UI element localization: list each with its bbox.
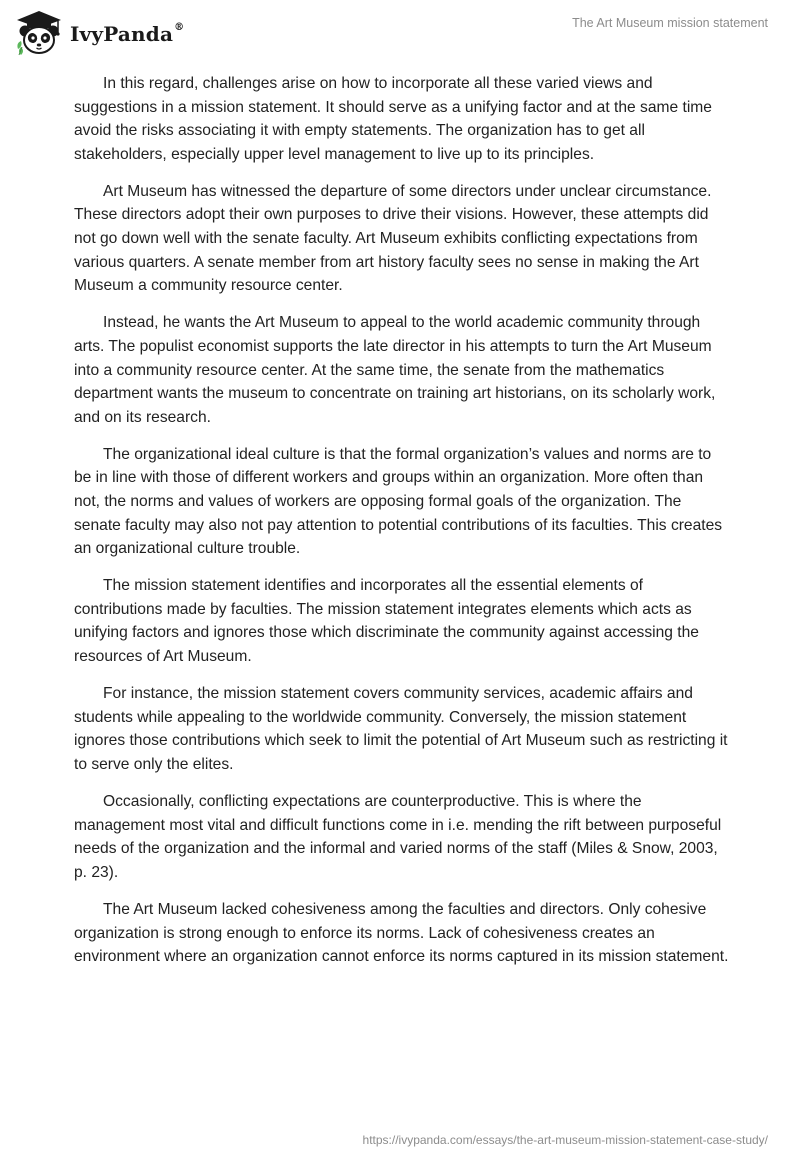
paragraph: The mission statement identifies and incorporates all the essential elements of contributions made by faculties. The mission statement integrates elements which acts as unifying factors and ignores those which discriminate the community against accessing the resources of Art Museum. bbox=[74, 577, 699, 666]
source-url[interactable]: https://ivypanda.com/essays/the-art-museum-mission-statement-case-study/ bbox=[362, 1133, 768, 1147]
paragraph: For instance, the mission statement covers community services, academic affairs and students while appealing to the worldwide community. Conversely, the mission statement ignores those contributions which seek to limit the potential of Art Museum such as restricting it to serve only the elites. bbox=[74, 685, 728, 773]
paragraph: In this regard, challenges arise on how to incorporate all these varied views and suggestions in a mission statement. It should serve as a unifying factor and at the same time avoid the risks associating it with empty statements. The organization has to get all stakeholders, especially upper level management to live up to its principles. bbox=[74, 75, 712, 163]
essay-body bbox=[74, 72, 729, 982]
ivypanda-logo[interactable] bbox=[14, 9, 184, 57]
paragraph: Instead, he wants the Art Museum to appeal to the world academic community through arts. The populist economist supports the late director in his attempts to turn the Art Museum into a community resource center. At the same time, the senate from the mathematics department wants the museum to concentrate on training art historians, on its scholarly work, and on its research. bbox=[74, 314, 716, 426]
paragraph: The organizational ideal culture is that the formal organization’s values and norms are to be in line with those of different workers and groups within an organization. More often than not, the norms and values of workers are opposing formal goals of the organization. The senate faculty may also not pay attention to potential contributions of its faculties. This creates an organizational culture trouble. bbox=[74, 445, 723, 558]
page-header bbox=[0, 0, 800, 64]
panda-graduate-icon bbox=[14, 9, 64, 57]
registered-mark: ® bbox=[174, 22, 185, 34]
paragraph: Art Museum has witnessed the departure of some directors under unclear circumstance. These directors adopt their own purposes to drive their visions. However, these attempts did not go down well with the senate faculty. Art Museum exhibits conflicting expectations from various quarters. A senate member from art history faculty sees no sense in making the Art Museum a community resource center. bbox=[74, 182, 712, 295]
brand-name: IvyPanda® bbox=[70, 22, 185, 46]
paragraph: The Art Museum lacked cohesiveness among the faculties and directors. Only cohesive organization is strong enough to enforce its norms. Lack of cohesiveness creates an environment where an organization cannot enforce its norms captured in its mission statement. bbox=[74, 900, 729, 966]
paragraph: Occasionally, conflicting expectations are counterproductive. This is where the management most vital and difficult functions come in i.e. mending the rift between purposeful needs of the organization and the informal and varied norms of the staff (Miles & Snow, 2003, p. 23). bbox=[74, 793, 722, 881]
document-title: The Art Museum mission statement bbox=[572, 16, 768, 30]
